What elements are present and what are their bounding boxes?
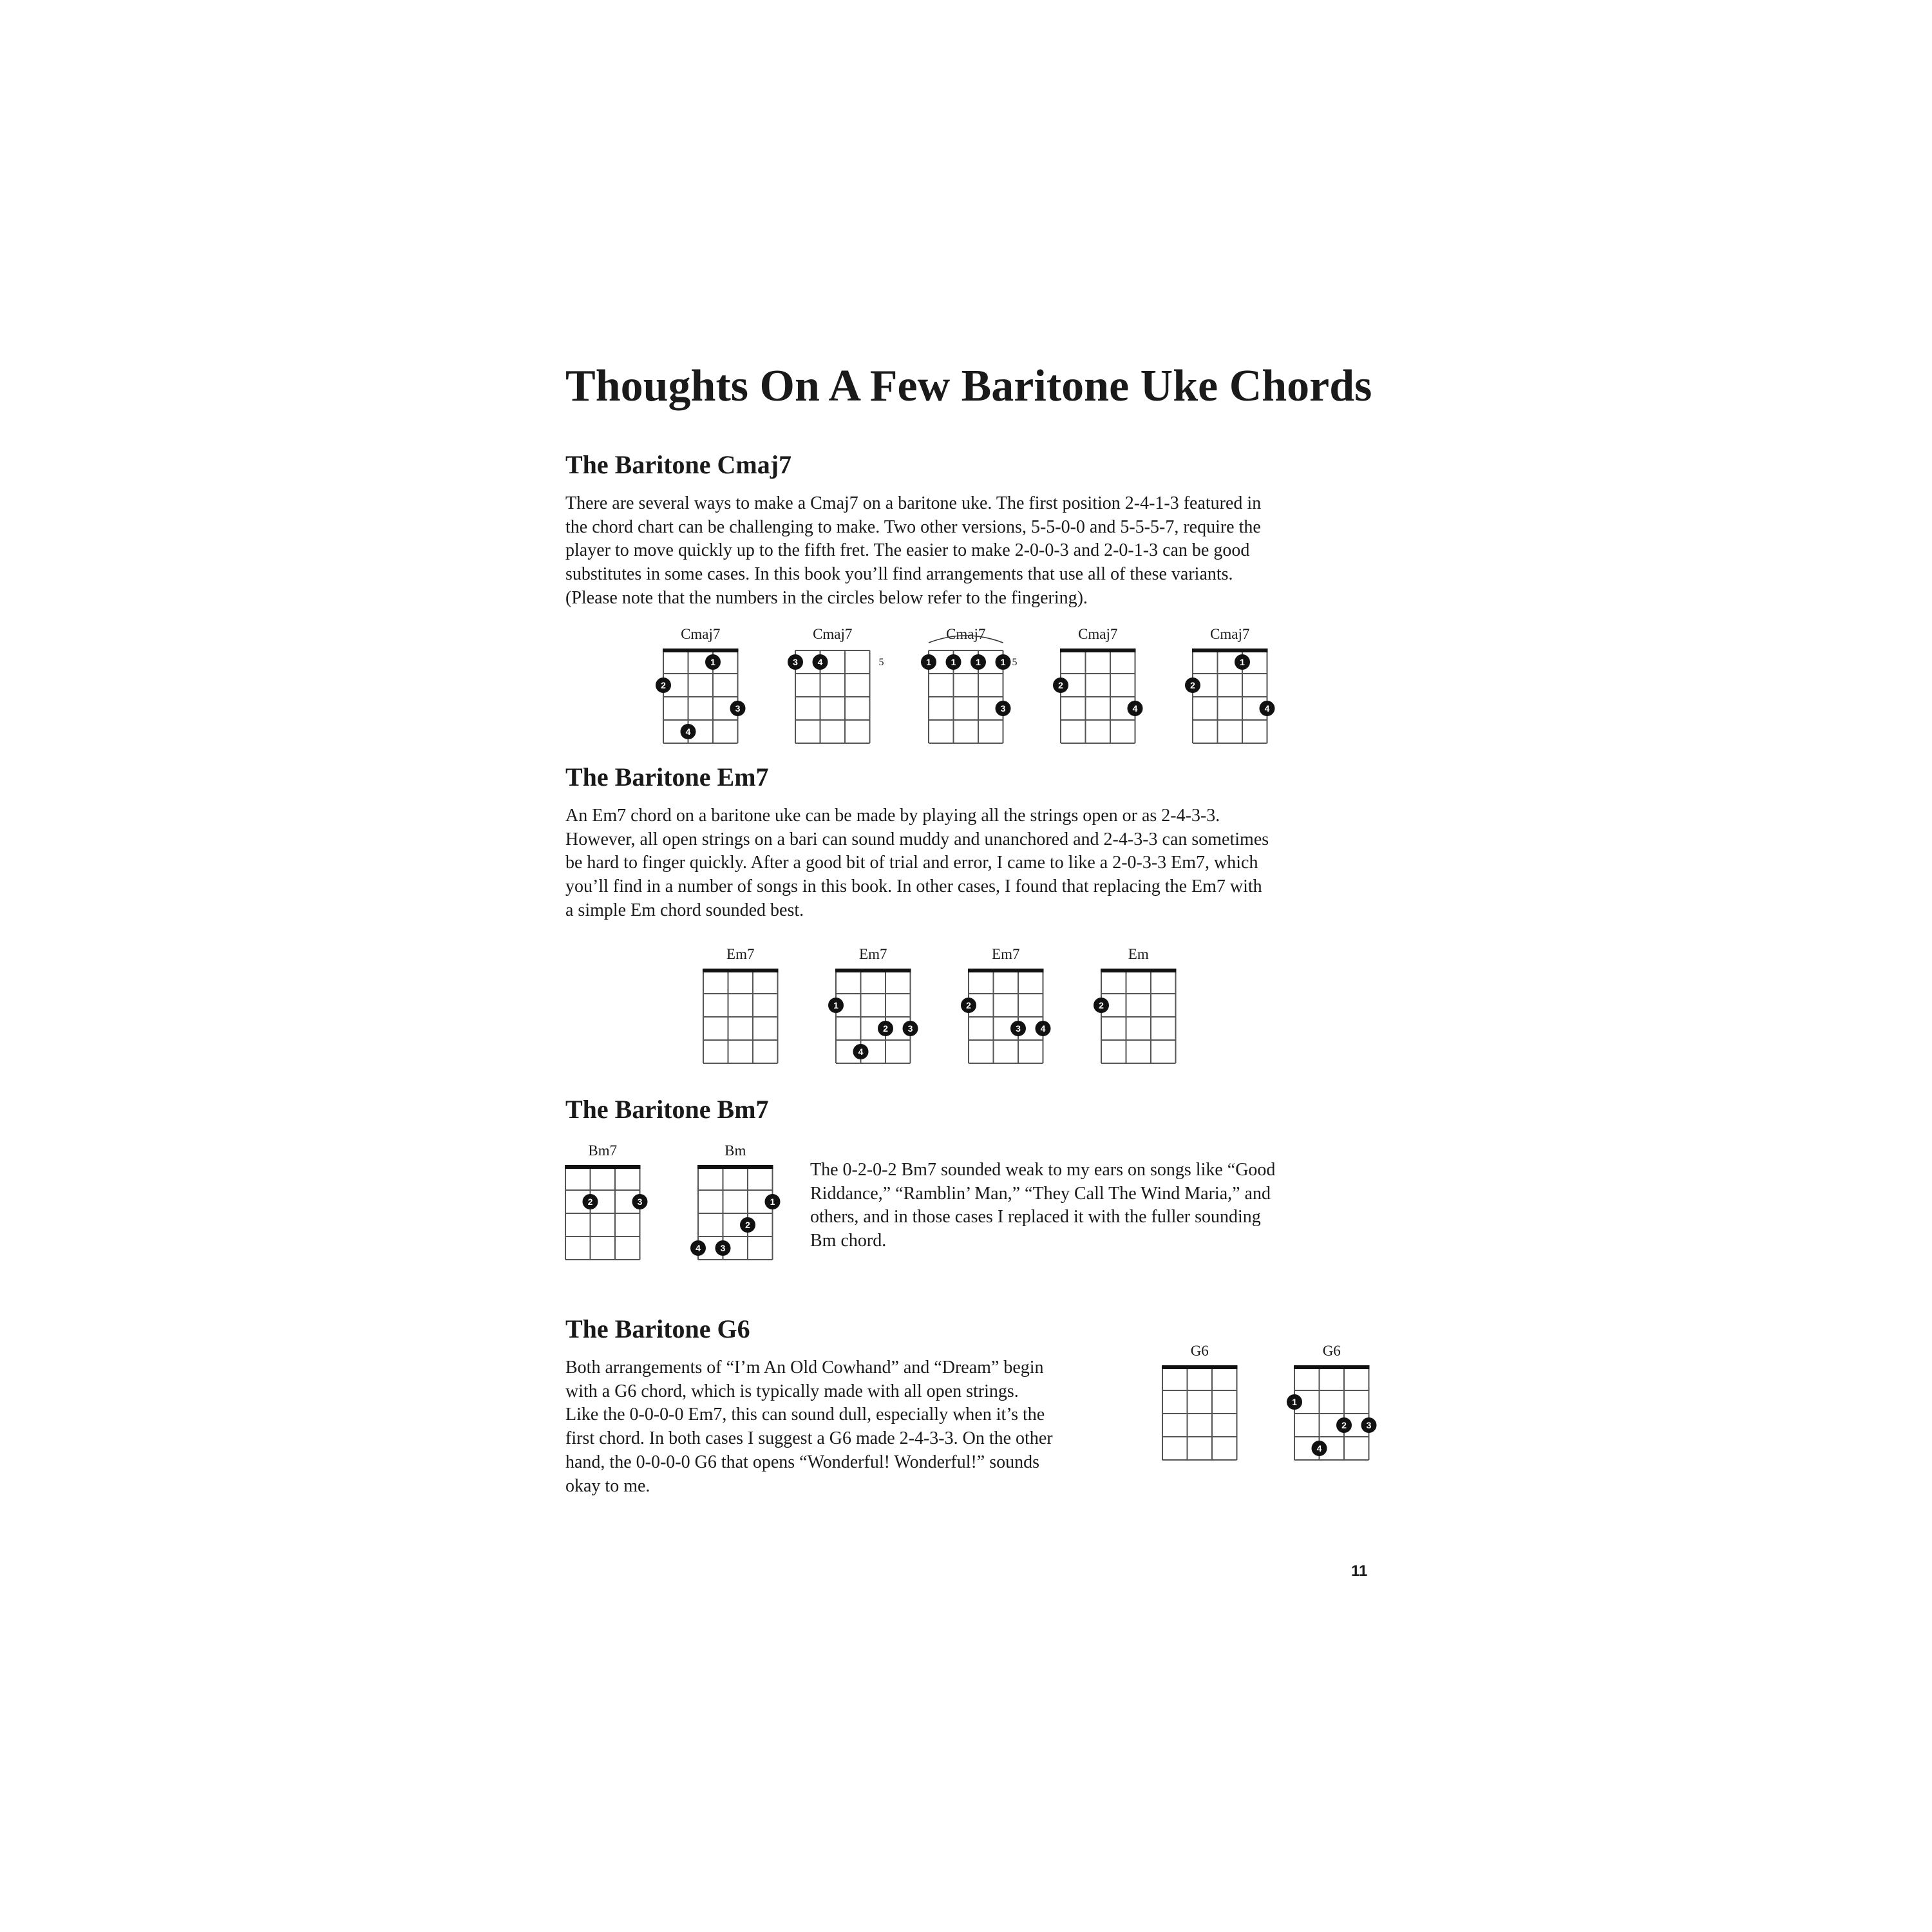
finger-number: 3 [1016, 1023, 1021, 1034]
chord-diagram-g6-open [1143, 1335, 1259, 1464]
paragraph-line: An Em7 chord on a baritone uke can be made by playing all the strings open or as 2-4-3-3. [565, 806, 1220, 826]
finger-number: 4 [696, 1243, 701, 1253]
fret-position-number: 5 [1012, 657, 1018, 668]
chord-name: G6 [1190, 1343, 1209, 1359]
finger-number: 2 [661, 680, 666, 690]
finger-number: 3 [720, 1243, 726, 1253]
chord-nut [1101, 969, 1177, 972]
chord-name: Em [1128, 946, 1149, 962]
finger-number: 1 [833, 1000, 838, 1010]
finger-number: 2 [745, 1220, 750, 1230]
paragraph-line: player to move quickly up to the fifth fret. The easier to make 2-0-0-3 and 2-0-1-3 can be good [565, 540, 1250, 561]
finger-number: 3 [1366, 1420, 1372, 1430]
finger-number: 4 [1040, 1023, 1046, 1034]
finger-number: 4 [858, 1046, 864, 1057]
chord-diagram-cmaj7-barre [909, 618, 1025, 747]
finger-number: 1 [1000, 657, 1006, 667]
finger-number: 4 [1132, 703, 1138, 714]
fret-position-number: 5 [878, 657, 884, 668]
chord-name: Cmaj7 [813, 626, 853, 642]
chord-nut [1162, 1365, 1238, 1369]
chord-diagram-em7-alt [949, 938, 1065, 1067]
finger-number: 3 [637, 1197, 643, 1207]
paragraph-line: Both arrangements of “I’m An Old Cowhand” and “Dream” begin [565, 1358, 1044, 1378]
finger-number: 4 [817, 657, 823, 667]
finger-number: 2 [883, 1023, 888, 1034]
section-heading-g6: The Baritone G6 [565, 1314, 750, 1343]
chord-name: Cmaj7 [1210, 626, 1250, 642]
chord-nut [663, 649, 739, 652]
paragraph-line: the chord chart can be challenging to make. Two other versions, 5-5-0-0 and 5-5-5-7, require the [565, 516, 1261, 537]
finger-number: 4 [1316, 1443, 1322, 1454]
chord-name: Cmaj7 [1078, 626, 1118, 642]
chord-name: Em7 [992, 946, 1020, 962]
chord-diagram-em7 [817, 938, 933, 1067]
chord-nut [697, 1165, 773, 1169]
finger-number: 1 [710, 657, 715, 667]
paragraph-line: Riddance,” “Ramblin’ Man,” “They Call The Wind Maria,” and [810, 1183, 1271, 1204]
chord-name: Cmaj7 [681, 626, 721, 642]
paragraph-line: However, all open strings on a bari can sound muddy and unanchored and 2-4-3-3 can sometimes [565, 829, 1269, 849]
paragraph-line: a simple Em chord sounded best. [565, 900, 804, 920]
paragraph-line: Like the 0-0-0-0 Em7, this can sound dull, especially when it’s the [565, 1405, 1045, 1425]
chord-diagram-em [1082, 938, 1198, 1067]
finger-number: 2 [1058, 680, 1063, 690]
page-number: 11 [1351, 1562, 1368, 1580]
finger-number: 1 [926, 657, 931, 667]
chord-diagram-cmaj7-alt [1041, 618, 1157, 747]
section-paragraph-cmaj7 [565, 492, 1261, 611]
finger-number: 2 [966, 1000, 971, 1010]
finger-number: 1 [976, 657, 981, 667]
chord-nut [835, 969, 911, 972]
paragraph-line: you’ll find in a number of songs in this book. In other cases, I found that replacing the Em7 with [565, 876, 1262, 897]
chord-diagram-g6 [1275, 1335, 1391, 1464]
paragraph-line: okay to me. [565, 1475, 650, 1496]
section-paragraph-bm7 [810, 1159, 1275, 1253]
chord-nut [1294, 1365, 1370, 1369]
paragraph-line: There are several ways to make a Cmaj7 on a baritone uke. The first position 2-4-1-3 featured in [565, 493, 1262, 513]
finger-number: 2 [587, 1197, 593, 1207]
chord-diagram-cmaj7-alt2 [1173, 618, 1289, 747]
paragraph-line: with a G6 chord, which is typically made with all open strings. [565, 1381, 1019, 1401]
paragraph-line: others, and in those cases I replaced it with the fuller sounding [810, 1207, 1261, 1227]
chord-nut [1060, 649, 1136, 652]
paragraph-line: (Please note that the numbers in the circles below refer to the fingering). [565, 587, 1088, 608]
page-title: Thoughts On A Few Baritone Uke Chords [565, 361, 1372, 411]
chord-diagram-em7-open [684, 938, 800, 1067]
paragraph-line: substitutes in some cases. In this book you’ll find arrangements that use all of these variants. [565, 564, 1233, 585]
chord-name: Cmaj7 [946, 626, 986, 642]
chord-nut [968, 969, 1044, 972]
paragraph-line: be hard to finger quickly. After a good bit of trial and error, I came to like a 2-0-3-3 Em7, which [565, 853, 1258, 873]
finger-number: 1 [1240, 657, 1245, 667]
finger-number: 4 [685, 726, 691, 737]
section-heading-cmaj7: The Baritone Cmaj7 [565, 450, 792, 479]
finger-number: 1 [1292, 1397, 1297, 1407]
finger-number: 3 [1000, 703, 1006, 714]
chord-name: Em7 [726, 946, 755, 962]
chord-diagram-bm [679, 1135, 795, 1264]
section-heading-bm7: The Baritone Bm7 [565, 1095, 769, 1124]
chord-nut [565, 1165, 641, 1169]
section-paragraph-em7 [565, 804, 1269, 923]
section-heading-em7: The Baritone Em7 [565, 762, 769, 791]
paragraph-line: Bm chord. [810, 1231, 887, 1251]
chord-name: G6 [1322, 1343, 1341, 1359]
chord-diagram-bm7 [546, 1135, 662, 1264]
chord-name: Bm [724, 1142, 746, 1159]
chord-name: Bm7 [588, 1142, 618, 1159]
finger-number: 4 [1264, 703, 1270, 714]
chord-nut [703, 969, 779, 972]
section-paragraph-g6 [565, 1356, 1053, 1498]
finger-number: 2 [1190, 680, 1195, 690]
paragraph-line: first chord. In both cases I suggest a G6 made 2-4-3-3. On the other [565, 1428, 1053, 1449]
finger-number: 3 [907, 1023, 913, 1034]
finger-number: 2 [1099, 1000, 1104, 1010]
paragraph-line: The 0-2-0-2 Bm7 sounded weak to my ears on songs like “Good [810, 1160, 1276, 1180]
finger-number: 3 [735, 703, 741, 714]
finger-number: 3 [793, 657, 798, 667]
finger-number: 1 [951, 657, 956, 667]
chord-nut [1192, 649, 1268, 652]
paragraph-line: hand, the 0-0-0-0 G6 that opens “Wonderful! Wonderful!” sounds [565, 1452, 1040, 1472]
finger-number: 1 [770, 1197, 775, 1207]
chord-name: Em7 [859, 946, 887, 962]
chord-diagram-cmaj7 [644, 618, 760, 747]
finger-number: 2 [1341, 1420, 1347, 1430]
chord-diagram-cmaj7-fret-5 [776, 618, 892, 747]
